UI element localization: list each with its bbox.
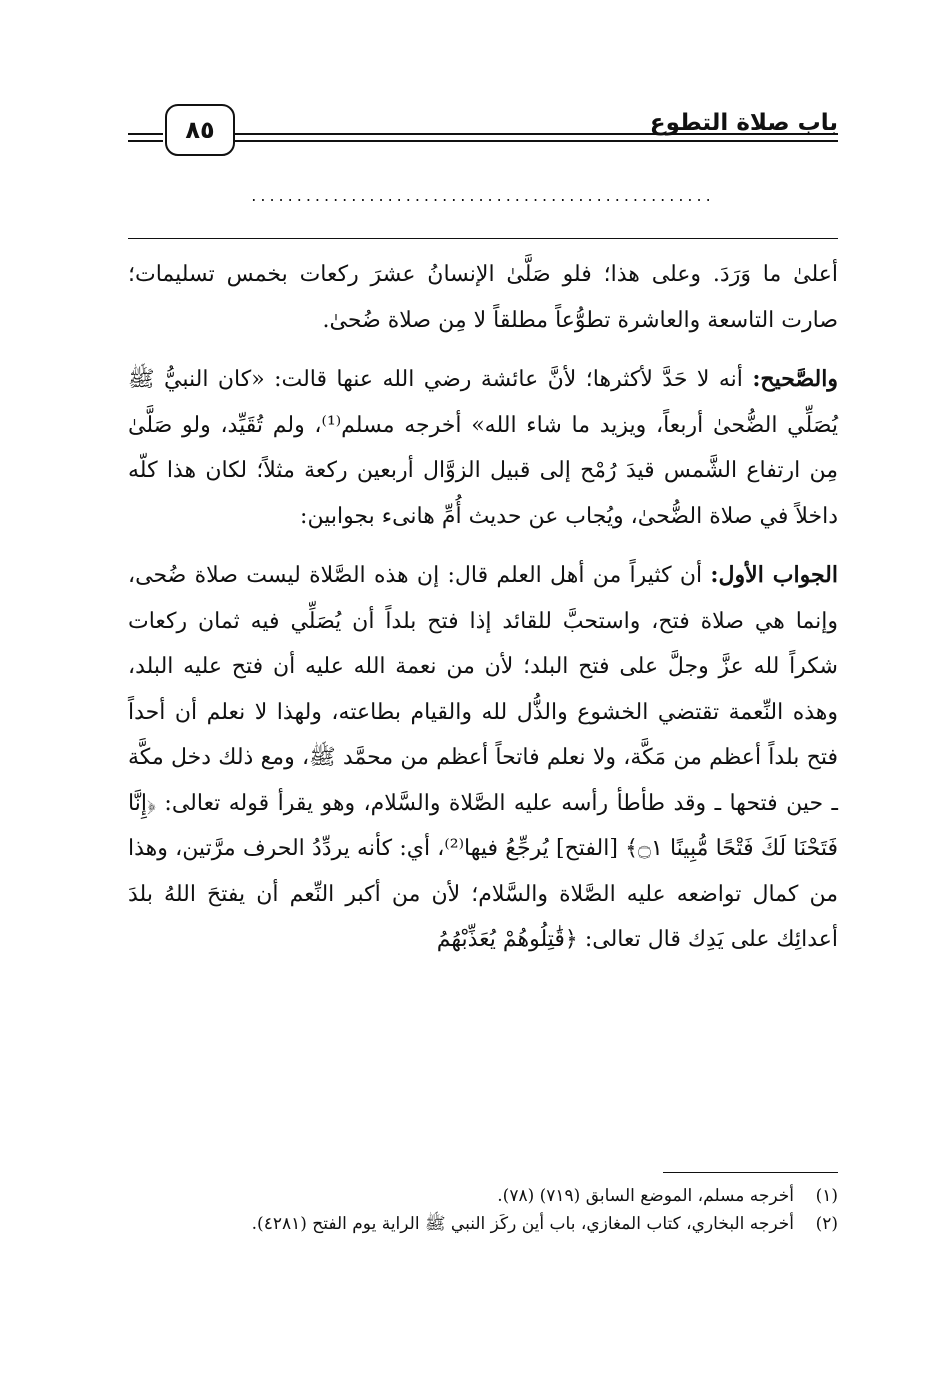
footnote	[128, 1210, 838, 1238]
footnote-text: أخرجه البخاري، كتاب المغازي، باب أين ركَز النبي ﷺ الراية يوم الفتح (٤٢٨١).	[251, 1214, 794, 1234]
footnote-text: أخرجه مسلم، الموضع السابق (٧١٩) (٧٨).	[497, 1186, 794, 1206]
paragraph-text: أعلىٰ ما وَرَدَ. وعلى هذا؛ فلو صَلَّىٰ الإنسانُ عشرَ ركعات بخمس تسليمات؛ صارت التاسعة والعاشرة تطوُّعاً مطلقاً لا مِن صلاة ضُحىٰ.	[128, 262, 838, 333]
paragraph-text: أنه لا حَدَّ لأكثرها؛ لأنَّ عائشة رضي الله عنها قالت: «كان النبيُّ ﷺ يُصَلِّي الضُّحىٰ أربعاً، ويزيد ما شاء الله» أخرجه مسلم⁽¹⁾، ولم تُقَيِّد، ولو صَلَّىٰ مِن ارتفاع الشَّمس قيدَ رُمْح إلى قبيل الزوَّال أربعين ركعة مثلاً؛ لكان هذا كلّه داخلاً في صلاة الضُّحىٰ، ويُجاب عن حديث أُمِّ هانىء بجوابين:	[128, 367, 838, 529]
main-text	[128, 252, 838, 963]
text-top-rule	[128, 238, 838, 239]
footnote-rule	[663, 1172, 838, 1173]
footnote-number: (٢)	[815, 1214, 838, 1234]
paragraph	[128, 357, 838, 539]
paragraph-text: أن كثيراً من أهل العلم قال: إن هذه الصَّلاة ليست صلاة ضُحى، وإنما هي صلاة فتح، واستحبَّ للقائد إذا فتح بلداً أن يُصَلِّي فيه ثمان ركعات شكراً لله عزَّ وجلَّ على فتح البلد؛ لأن من نعمة الله عليه أن فتح عليه البلد، وهذه النِّعمة تقتضي الخشوع والذُّل لله والقيام بطاعته، ولهذا لا نعلم أن أحداً فتح بلداً أعظم من مَكَّة، ولا نعلم فاتحاً أعظم من محمَّد ﷺ، ومع ذلك دخل مكَّة ـ حين فتحها ـ وقد طأطأ رأسه عليه الصَّلاة والسَّلام، وهو يقرأ قوله تعالى: ﴿إِنَّا فَتَحْنَا لَكَ فَتْحًا مُّبِينًا ۝١﴾ [الفتح] يُرجِّعُ فيها⁽²⁾، أي: كأنه يردِّدُ الحرف مرَّتين، وهذا من كمال تواضعه عليه الصَّلاة والسَّلام؛ لأن من أكبر النِّعم أن يفتحَ اللهُ بلدَ أعدائِك على يَدِك قال تعالى: ﴿قَٰتِلُوهُمْ يُعَذِّبْهُمُ	[128, 563, 838, 952]
paragraph	[128, 553, 838, 963]
footnote	[128, 1182, 838, 1210]
page-number: ٨٥	[165, 104, 235, 156]
footnote-number: (١)	[815, 1186, 838, 1206]
dotted-separator: ...................................................	[251, 186, 715, 205]
page-header	[128, 100, 838, 160]
paragraph-lead: والصَّحيح:	[752, 366, 838, 392]
header-double-rule-left	[128, 133, 163, 142]
footnotes	[128, 1182, 838, 1238]
paragraph-lead: الجواب الأول:	[710, 562, 838, 588]
chapter-title: باب صلاة التطوع	[649, 110, 838, 136]
paragraph	[128, 252, 838, 343]
